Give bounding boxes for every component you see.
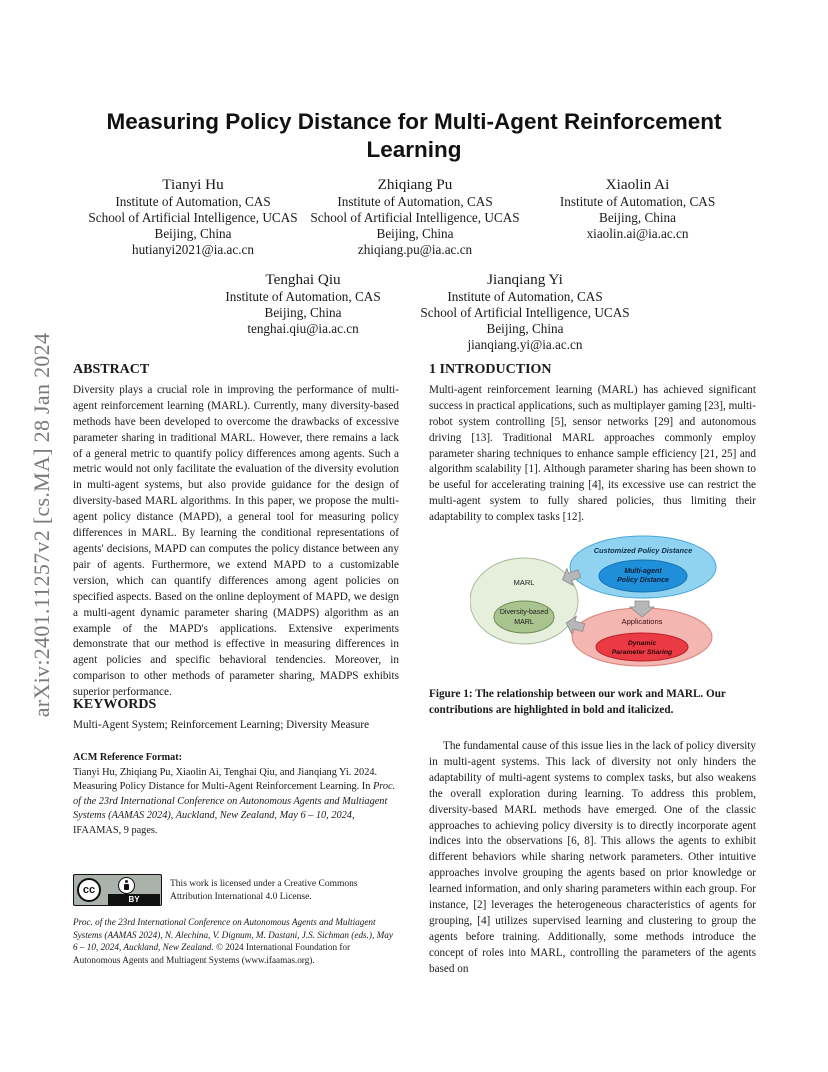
by-label: BY: [108, 894, 160, 905]
proceedings-footnote: [73, 916, 399, 966]
attribution-person-icon: [118, 877, 135, 894]
dynamic-label-2: Parameter Sharing: [611, 649, 673, 656]
author-block-3: [545, 175, 730, 242]
diversity-label-1: Diversity-based: [499, 609, 549, 616]
proceedings-italic: Proc. of the 23rd International Conference on Autonomous Agents and Multiagent Systems (AAMAS 2024), N. Alechina, V. Dignum, M. Dastani, J.S. Sichman (eds.), May 6 – 10, 2024, Auckland, New Zealand.: [73, 917, 393, 953]
acm-reference-italic: Proc. of the 23rd International Conference on Autonomous Agents and Multiagent Systems (AAMAS 2024), Auckland, New Zealand, May 6 – 10, 2024: [73, 781, 396, 822]
diversity-marl-ellipse: [494, 601, 554, 633]
acm-reference-text: [73, 766, 399, 839]
customized-label: Customized Policy Distance: [593, 546, 693, 555]
author-location: Beijing, China: [264, 305, 342, 320]
dynamic-label-1: Dynamic: [627, 640, 657, 647]
paper-title: [90, 108, 738, 164]
arxiv-id-text: arXiv:2401.11257v2 [cs.MA] 28 Jan 2024: [29, 332, 54, 718]
introduction-heading: 1 INTRODUCTION: [429, 362, 552, 377]
acm-reference-plain: Tianyi Hu, Zhiqiang Pu, Xiaolin Ai, Tenghai Qiu, and Jianqiang Yi. 2024. Measuring Policy Distance for Multi-Agent Reinforcement Learning. In: [73, 766, 378, 793]
author-affiliation: School of Artificial Intelligence, UCAS: [88, 210, 298, 225]
keywords-heading: KEYWORDS: [73, 697, 157, 712]
author-email: hutianyi2021@ia.ac.cn: [131, 242, 254, 257]
author-email: zhiqiang.pu@ia.ac.cn: [357, 242, 473, 257]
title-line-2: Learning: [366, 137, 462, 162]
acm-reference-end: , IFAAMAS, 9 pages.: [73, 810, 355, 836]
author-location: Beijing, China: [154, 226, 232, 241]
author-location: Beijing, China: [599, 210, 676, 225]
acm-reference-heading: ACM Reference Format:: [73, 752, 182, 763]
author-affiliation: Institute of Automation, CAS: [337, 194, 493, 209]
author-email: tenghai.qiu@ia.ac.cn: [247, 321, 359, 336]
author-affiliation: Institute of Automation, CAS: [115, 194, 271, 209]
author-email: xiaolin.ai@ia.ac.cn: [586, 226, 689, 241]
mapd-label-1: Multi-agent: [624, 568, 662, 575]
author-affiliation: Institute of Automation, CAS: [225, 289, 381, 304]
author-location: Beijing, China: [486, 321, 564, 336]
applications-label: Applications: [621, 617, 663, 626]
author-affiliation: School of Artificial Intelligence, UCAS: [420, 305, 630, 320]
mapd-ellipse: [599, 560, 687, 592]
keywords-text: Multi-Agent System; Reinforcement Learning; Diversity Measure: [73, 718, 370, 731]
author-name: Tianyi Hu: [162, 176, 224, 193]
diversity-label-2: MARL: [514, 619, 534, 626]
author-block-4: [213, 270, 393, 337]
abstract-text: Diversity plays a crucial role in improving the performance of multi-agent reinforcement learning (MARL). Currently, many diversity-based methods have been developed to overcome the drawbacks of excessive parameter sharing in traditional MARL. However, there remains a lack of a general metric to quantify policy differences among agents. Such a metric would not only facilitate the evaluation of the diversity evolution in multi-agent systems, but also provide guidance for the design of diversity-based MARL algorithms. In this paper, we propose the multi-agent policy distance (MAPD), a general tool for measuring policy differences in MARL. By learning the conditional representations of agents' decisions, MAPD can computes the policy distance between any pair of agents. Furthermore, we extend MAPD to a customizable version, which can quantify differences among agent policies on specified aspects. Based on the online deployment of MAPD, we design a multi-agent dynamic parameter sharing (MADPS) algorithm as an example of the MAPD's applications. Extensive experiments demonstrate that our method is effective in measuring differences in agent policies and specific behavioral tendencies. Moreover, in comparison to other methods of parameter sharing, MADPS exhibits superior performance.: [73, 383, 399, 699]
acm-reference-section: [73, 751, 399, 839]
author-affiliation: Institute of Automation, CAS: [447, 289, 603, 304]
introduction-paragraph-1: Multi-agent reinforcement learning (MARL) has achieved significant success in practical applications, such as multiplayer gaming [23], multi-robot system controlling [5], sensor networks [29] and autonomous driving [13]. Traditional MARL approaches commonly employ parameter sharing techniques to enhance sample efficiency [21, 25] and algorithm scalability [1]. Although parameter sharing has been shown to be useful for accelerating training [4], its excessive use can restrict the multi-agent system to fully shared policies, thus limiting their adaptability to complex tasks [12].: [429, 383, 756, 524]
relationship-figure: [470, 533, 720, 678]
arxiv-identifier-stamp: [22, 290, 62, 760]
author-email: jianqiang.yi@ia.ac.cn: [467, 337, 583, 352]
author-block-5: [420, 270, 630, 353]
author-name: Xiaolin Ai: [605, 176, 670, 193]
introduction-paragraph-2: The fundamental cause of this issue lies in the lack of policy diversity in multi-agent systems. This lack of diversity not only hinders the adaptability of multi-agent systems to complex tasks, but also weakens the overall exploration during learning. To address this problem, diversity-based MARL methods have emerged. One of the classic approaches to achieving policy diversity is to directly incorporate agent indices into the observations [6, 8]. This allows the agents to exhibit different behaviors while sharing network parameters. Other intuitive approaches involve grouping the agents based on prior knowledge or learned information, and only sharing parameters within each group. For instance, [2] leverages the heterogeneous characteristics of agents for grouping, [4] utilizes supervised learning and clustering to group the agents before training. Additionally, some methods introduce the concept of roles into MARL, controlling the parameters of the agents based on: [429, 740, 756, 975]
author-affiliation: Institute of Automation, CAS: [559, 194, 716, 209]
cc-icon-label: cc: [77, 878, 101, 902]
marl-label: MARL: [513, 578, 535, 587]
introduction-section: [429, 362, 756, 526]
keywords-section: [73, 697, 399, 734]
figure-caption: Figure 1: The relationship between our work and MARL. Our contributions are highlighted in bold and italicized.: [429, 688, 726, 716]
author-location: Beijing, China: [376, 226, 454, 241]
proceedings-plain: © 2024 International Foundation for Autonomous Agents and Multiagent Systems (www.ifaamas.org).: [73, 942, 351, 965]
dynamic-parameter-sharing-ellipse: [596, 633, 688, 661]
author-name: Tenghai Qiu: [265, 271, 341, 288]
mapd-label-2: Policy Distance: [617, 577, 669, 584]
author-name: Zhiqiang Pu: [377, 176, 453, 193]
author-name: Jianqiang Yi: [487, 271, 563, 288]
title-line-1: Measuring Policy Distance for Multi-Agent Reinforcement: [106, 109, 722, 134]
introduction-continued: [429, 739, 756, 978]
author-block-1: [88, 175, 298, 258]
author-block-2: [310, 175, 520, 258]
license-text: This work is licensed under a Creative Commons Attribution International 4.0 License.: [170, 879, 358, 902]
left-column: [73, 362, 399, 701]
abstract-heading: ABSTRACT: [73, 362, 150, 377]
cc-license-badge: [73, 874, 162, 906]
cc-icon: [74, 875, 104, 905]
author-affiliation: School of Artificial Intelligence, UCAS: [310, 210, 520, 225]
